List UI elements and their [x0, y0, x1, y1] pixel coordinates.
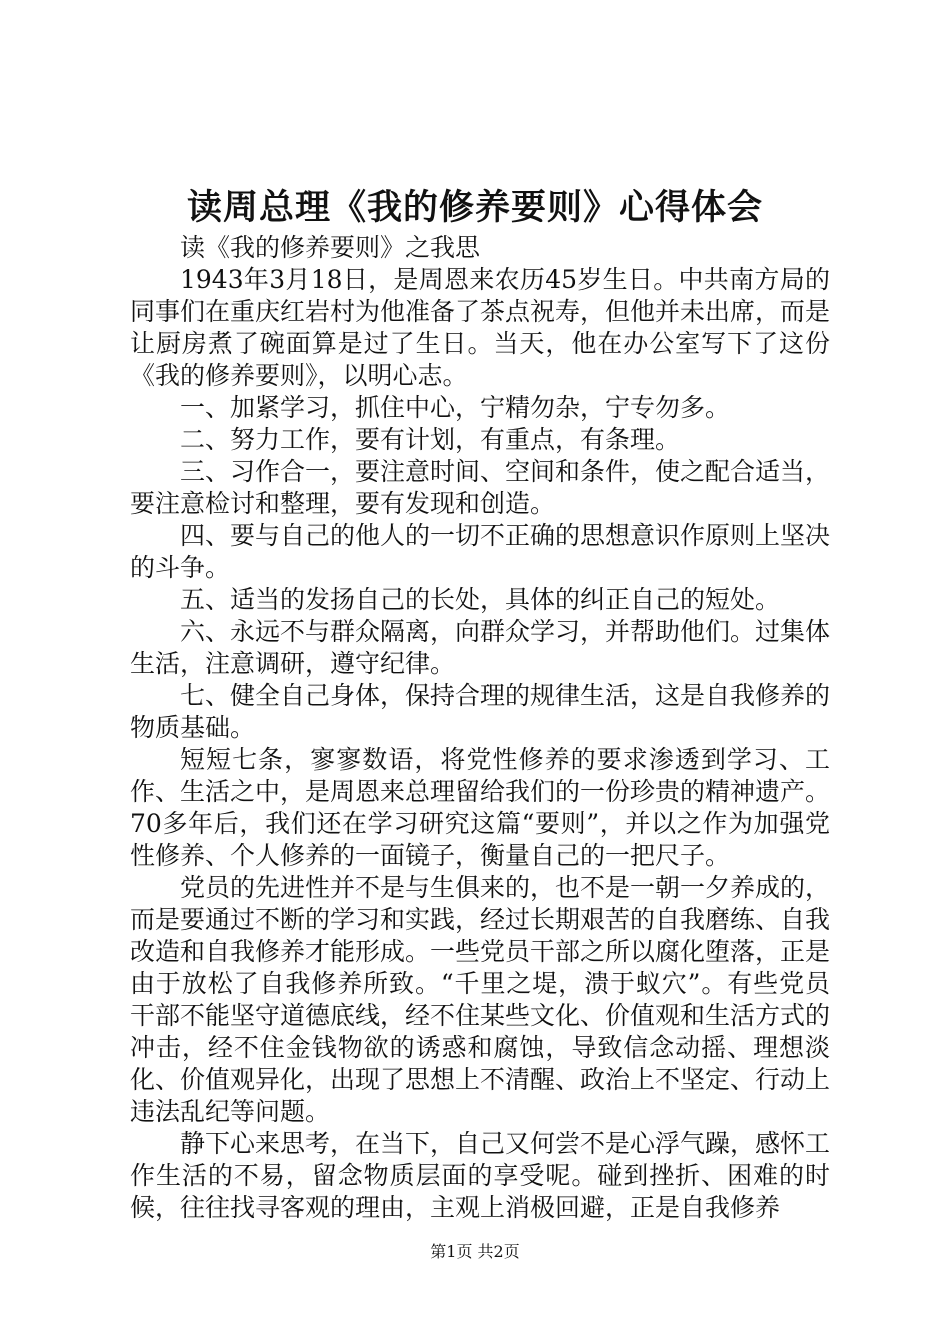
paragraph-rule-4: 四、要与自己的他人的一切不正确的思想意识作原则上坚决的斗争。 [130, 521, 831, 582]
paragraph-rule-5: 五、适当的发扬自己的长处，具体的纠正自己的短处。 [180, 585, 781, 614]
paragraph-rule-6: 六、永远不与群众隔离，向群众学习，并帮助他们。过集体生活，注意调研，遵守纪律。 [130, 617, 831, 678]
document-title: 读周总理《我的修养要则》心得体会 [186, 188, 763, 228]
paragraph-reflection: 静下心来思考，在当下，自己又何尝不是心浮气躁，感怀工作生活的不易，留念物质层面的享受呢。碰到挫折、困难的时候，往往找寻客观的理由，主观上消极回避，正是自我修养 [130, 1129, 831, 1222]
paragraph-rule-1: 一、加紧学习，抓住中心，宁精勿杂，宁专勿多。 [180, 393, 731, 422]
paragraph-rule-7: 七、健全自己身体，保持合理的规律生活，这是自我修养的物质基础。 [130, 681, 831, 742]
paragraph-intro: 1943年3月18日，是周恩来农历45岁生日。中共南方局的同事们在重庆红岩村为他准备了茶点祝寿，但他并未出席，而是让厨房煮了碗面算是过了生日。当天，他在办公室写下了这份《我的修养要则》，以明心志。 [130, 265, 831, 390]
page-number-footer: 第1页 共2页 [430, 1242, 520, 1261]
paragraph-summary: 短短七条，寥寥数语，将党性修养的要求渗透到学习、工作、生活之中，是周恩来总理留给我们的一份珍贵的精神遗产。70多年后，我们还在学习研究这篇“要则”，并以之作为加强党性修养、个人修养的一面镜子，衡量自己的一把尺子。 [130, 745, 831, 870]
paragraph-subtitle: 读《我的修养要则》之我思 [180, 233, 481, 262]
paragraph-rule-2: 二、努力工作，要有计划，有重点，有条理。 [180, 425, 681, 454]
paragraph-rule-3: 三、习作合一，要注意时间、空间和条件，使之配合适当，要注意检讨和整理，要有发现和创造。 [130, 457, 831, 518]
paragraph-advancement: 党员的先进性并不是与生俱来的，也不是一朝一夕养成的，而是要通过不断的学习和实践，经过长期艰苦的自我磨练、自我改造和自我修养才能形成。一些党员干部之所以腐化堕落，正是由于放松了自我修养所致。“千里之堤，溃于蚁穴”。有些党员干部不能坚守道德底线，经不住某些文化、价值观和生活方式的冲击，经不住金钱物欲的诱惑和腐蚀，导致信念动摇、理想淡化、价值观异化，出现了思想上不清醒、政治上不坚定、行动上违法乱纪等问题。 [130, 873, 831, 1126]
document-body [130, 232, 830, 1224]
